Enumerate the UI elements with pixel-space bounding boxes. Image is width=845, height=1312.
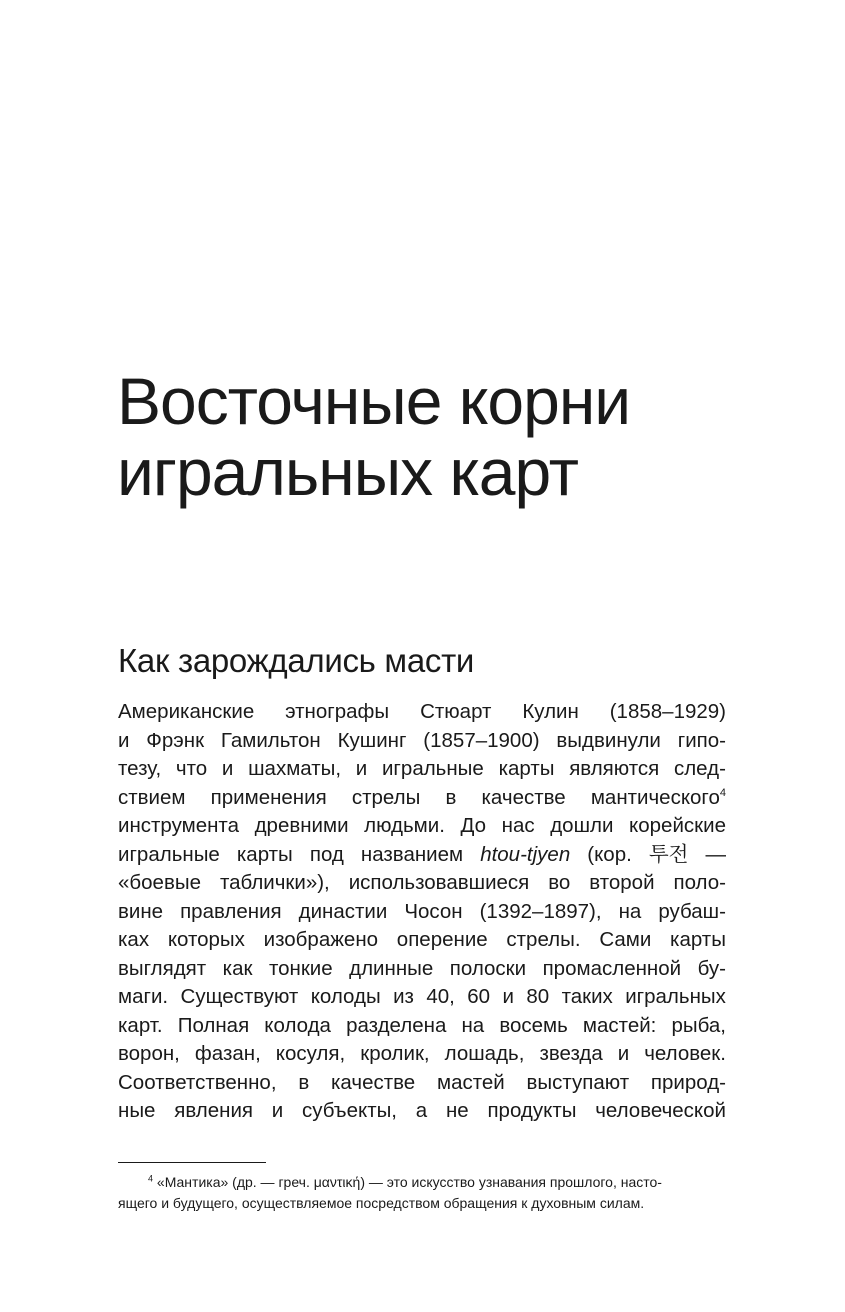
word: Американские xyxy=(118,700,255,723)
word: тонкие xyxy=(268,956,333,980)
word: игральные xyxy=(381,757,484,780)
word: карты xyxy=(670,928,726,951)
word: Полная xyxy=(177,1013,250,1037)
body-line xyxy=(118,698,726,727)
word: (1392–1897), xyxy=(479,899,602,923)
word: и xyxy=(118,728,130,752)
body-line xyxy=(118,784,726,813)
body-line xyxy=(118,869,726,898)
word: 투전 xyxy=(648,842,689,866)
body-line xyxy=(118,1040,726,1069)
word: во xyxy=(548,871,571,894)
word: полоски xyxy=(449,956,527,980)
word: мантического$^4$ xyxy=(590,785,726,809)
body-line xyxy=(118,926,726,955)
word: бу- xyxy=(697,956,726,980)
word: и xyxy=(271,1099,284,1122)
word: рыба, xyxy=(671,1013,726,1037)
word: ные xyxy=(118,1099,156,1122)
word: таких xyxy=(561,985,613,1008)
word: в xyxy=(445,785,457,809)
word: второй xyxy=(589,871,655,894)
word: продукты xyxy=(487,1099,577,1122)
body-line xyxy=(118,1069,726,1098)
word: как xyxy=(222,956,253,980)
word: этнографы xyxy=(285,700,390,723)
word: 80 xyxy=(526,985,550,1008)
word: рубаш- xyxy=(658,899,726,923)
word: использовавшиеся xyxy=(348,871,530,894)
word: маги. xyxy=(118,985,169,1008)
body-line xyxy=(118,1012,726,1041)
word: из xyxy=(393,985,414,1008)
body-line xyxy=(118,755,726,784)
word: лошадь, xyxy=(444,1042,525,1065)
word: ствием xyxy=(118,785,186,809)
footnote-divider xyxy=(118,1162,266,1163)
word: корейские xyxy=(629,814,726,837)
word: названием xyxy=(360,842,464,866)
body-line xyxy=(118,983,726,1012)
word: косуля, xyxy=(275,1042,346,1065)
word: являются xyxy=(569,757,660,780)
chapter-title xyxy=(117,366,757,508)
word: 40, xyxy=(426,985,455,1008)
word: Существуют xyxy=(180,985,299,1008)
section-title: Как зарождались масти xyxy=(118,642,475,679)
word: Гамильтон xyxy=(220,728,321,752)
word: которых xyxy=(167,928,245,951)
word: вине xyxy=(118,899,164,923)
word: что xyxy=(175,757,208,780)
word: Соответственно, xyxy=(118,1070,277,1094)
word: правления xyxy=(180,899,282,923)
word: ворон, xyxy=(118,1042,180,1065)
word: гипо- xyxy=(677,728,726,752)
word: и xyxy=(221,757,234,780)
word: звезда xyxy=(539,1042,603,1065)
word: и xyxy=(355,757,368,780)
word: природ- xyxy=(650,1070,726,1094)
word: (кор. xyxy=(587,842,632,866)
word: в xyxy=(298,1070,310,1094)
word: человек. xyxy=(644,1042,726,1065)
chapter-title-line-2: игральных карт xyxy=(117,435,578,509)
word: явления xyxy=(174,1099,253,1122)
italic-term: htou-tjyen xyxy=(480,842,571,866)
body-line xyxy=(118,955,726,984)
word: выступают xyxy=(526,1070,630,1094)
word: Фрэнк xyxy=(146,728,205,752)
word: нас xyxy=(501,814,535,837)
word: оперение xyxy=(396,928,488,951)
word: До xyxy=(460,814,487,837)
word: и xyxy=(502,985,514,1008)
word: колоды xyxy=(310,985,381,1008)
word: ках xyxy=(118,928,150,951)
word: карт. xyxy=(118,1013,163,1037)
word: колода xyxy=(264,1013,331,1037)
chapter-title-line-1: Восточные корни xyxy=(117,364,631,438)
word: «боевые xyxy=(118,871,201,894)
word: шахматы, xyxy=(248,757,342,780)
word: поло- xyxy=(673,871,726,894)
word: длинные xyxy=(349,956,434,980)
body-line xyxy=(118,841,726,870)
word: на xyxy=(461,1013,485,1037)
word: стрелы xyxy=(351,785,421,809)
word: человеческой xyxy=(595,1099,726,1122)
word: карты xyxy=(236,842,293,866)
word: выглядят xyxy=(118,956,207,980)
word: не xyxy=(445,1099,469,1122)
body-line xyxy=(118,812,726,841)
word: династии xyxy=(298,899,388,923)
word: выдвинули xyxy=(556,728,661,752)
word: — xyxy=(705,842,726,866)
footnote xyxy=(118,1172,726,1214)
word: Кушинг xyxy=(337,728,407,752)
word: изображено xyxy=(263,928,379,951)
word: карты xyxy=(498,757,555,780)
body-line xyxy=(118,1097,726,1126)
word: качестве xyxy=(481,785,566,809)
word: дошли xyxy=(550,814,614,837)
word: кролик, xyxy=(360,1042,430,1065)
word: промасленной xyxy=(542,956,682,980)
word: 60 xyxy=(467,985,491,1008)
word: Кулин xyxy=(522,700,579,723)
word: под xyxy=(309,842,344,866)
word: на xyxy=(618,899,642,923)
word: Сами xyxy=(599,928,652,951)
word: фазан, xyxy=(194,1042,261,1065)
word: тезу, xyxy=(118,757,162,780)
footnote-line-1 xyxy=(118,1172,726,1193)
word: мастей: xyxy=(582,1013,657,1037)
word: применения xyxy=(210,785,327,809)
word: людьми. xyxy=(364,814,445,837)
word: инструмента xyxy=(118,814,239,837)
word: стрелы. xyxy=(506,928,581,951)
word: Чосон xyxy=(404,899,463,923)
word: древними xyxy=(254,814,349,837)
body-line xyxy=(118,898,726,927)
word: след- xyxy=(673,757,726,780)
word: и xyxy=(617,1042,630,1065)
word: восемь xyxy=(499,1013,568,1037)
footnote-reference: 4 xyxy=(719,786,726,799)
word: мастей xyxy=(436,1070,505,1094)
word: игральных xyxy=(625,985,726,1008)
word: (1857–1900) xyxy=(423,728,540,752)
word: а xyxy=(415,1099,428,1122)
word: разделена xyxy=(346,1013,447,1037)
word: Стюарт xyxy=(420,700,492,723)
body-line xyxy=(118,727,726,756)
footnote-number: 4 xyxy=(148,1173,154,1184)
body-paragraph xyxy=(118,698,726,1126)
word: субъекты, xyxy=(301,1099,398,1122)
word: качестве xyxy=(331,1070,416,1094)
word: игральные xyxy=(118,842,220,866)
footnote-text-1: «Мантика» (др. — греч. μαντική) — это искусство узнавания прошлого, насто- xyxy=(156,1174,662,1190)
footnote-line-2: ящего и будущего, осуществляемое посредством обращения к духовным силам. xyxy=(118,1195,645,1211)
word: (1858–1929) xyxy=(609,700,726,723)
word: таблички»), xyxy=(219,871,330,894)
